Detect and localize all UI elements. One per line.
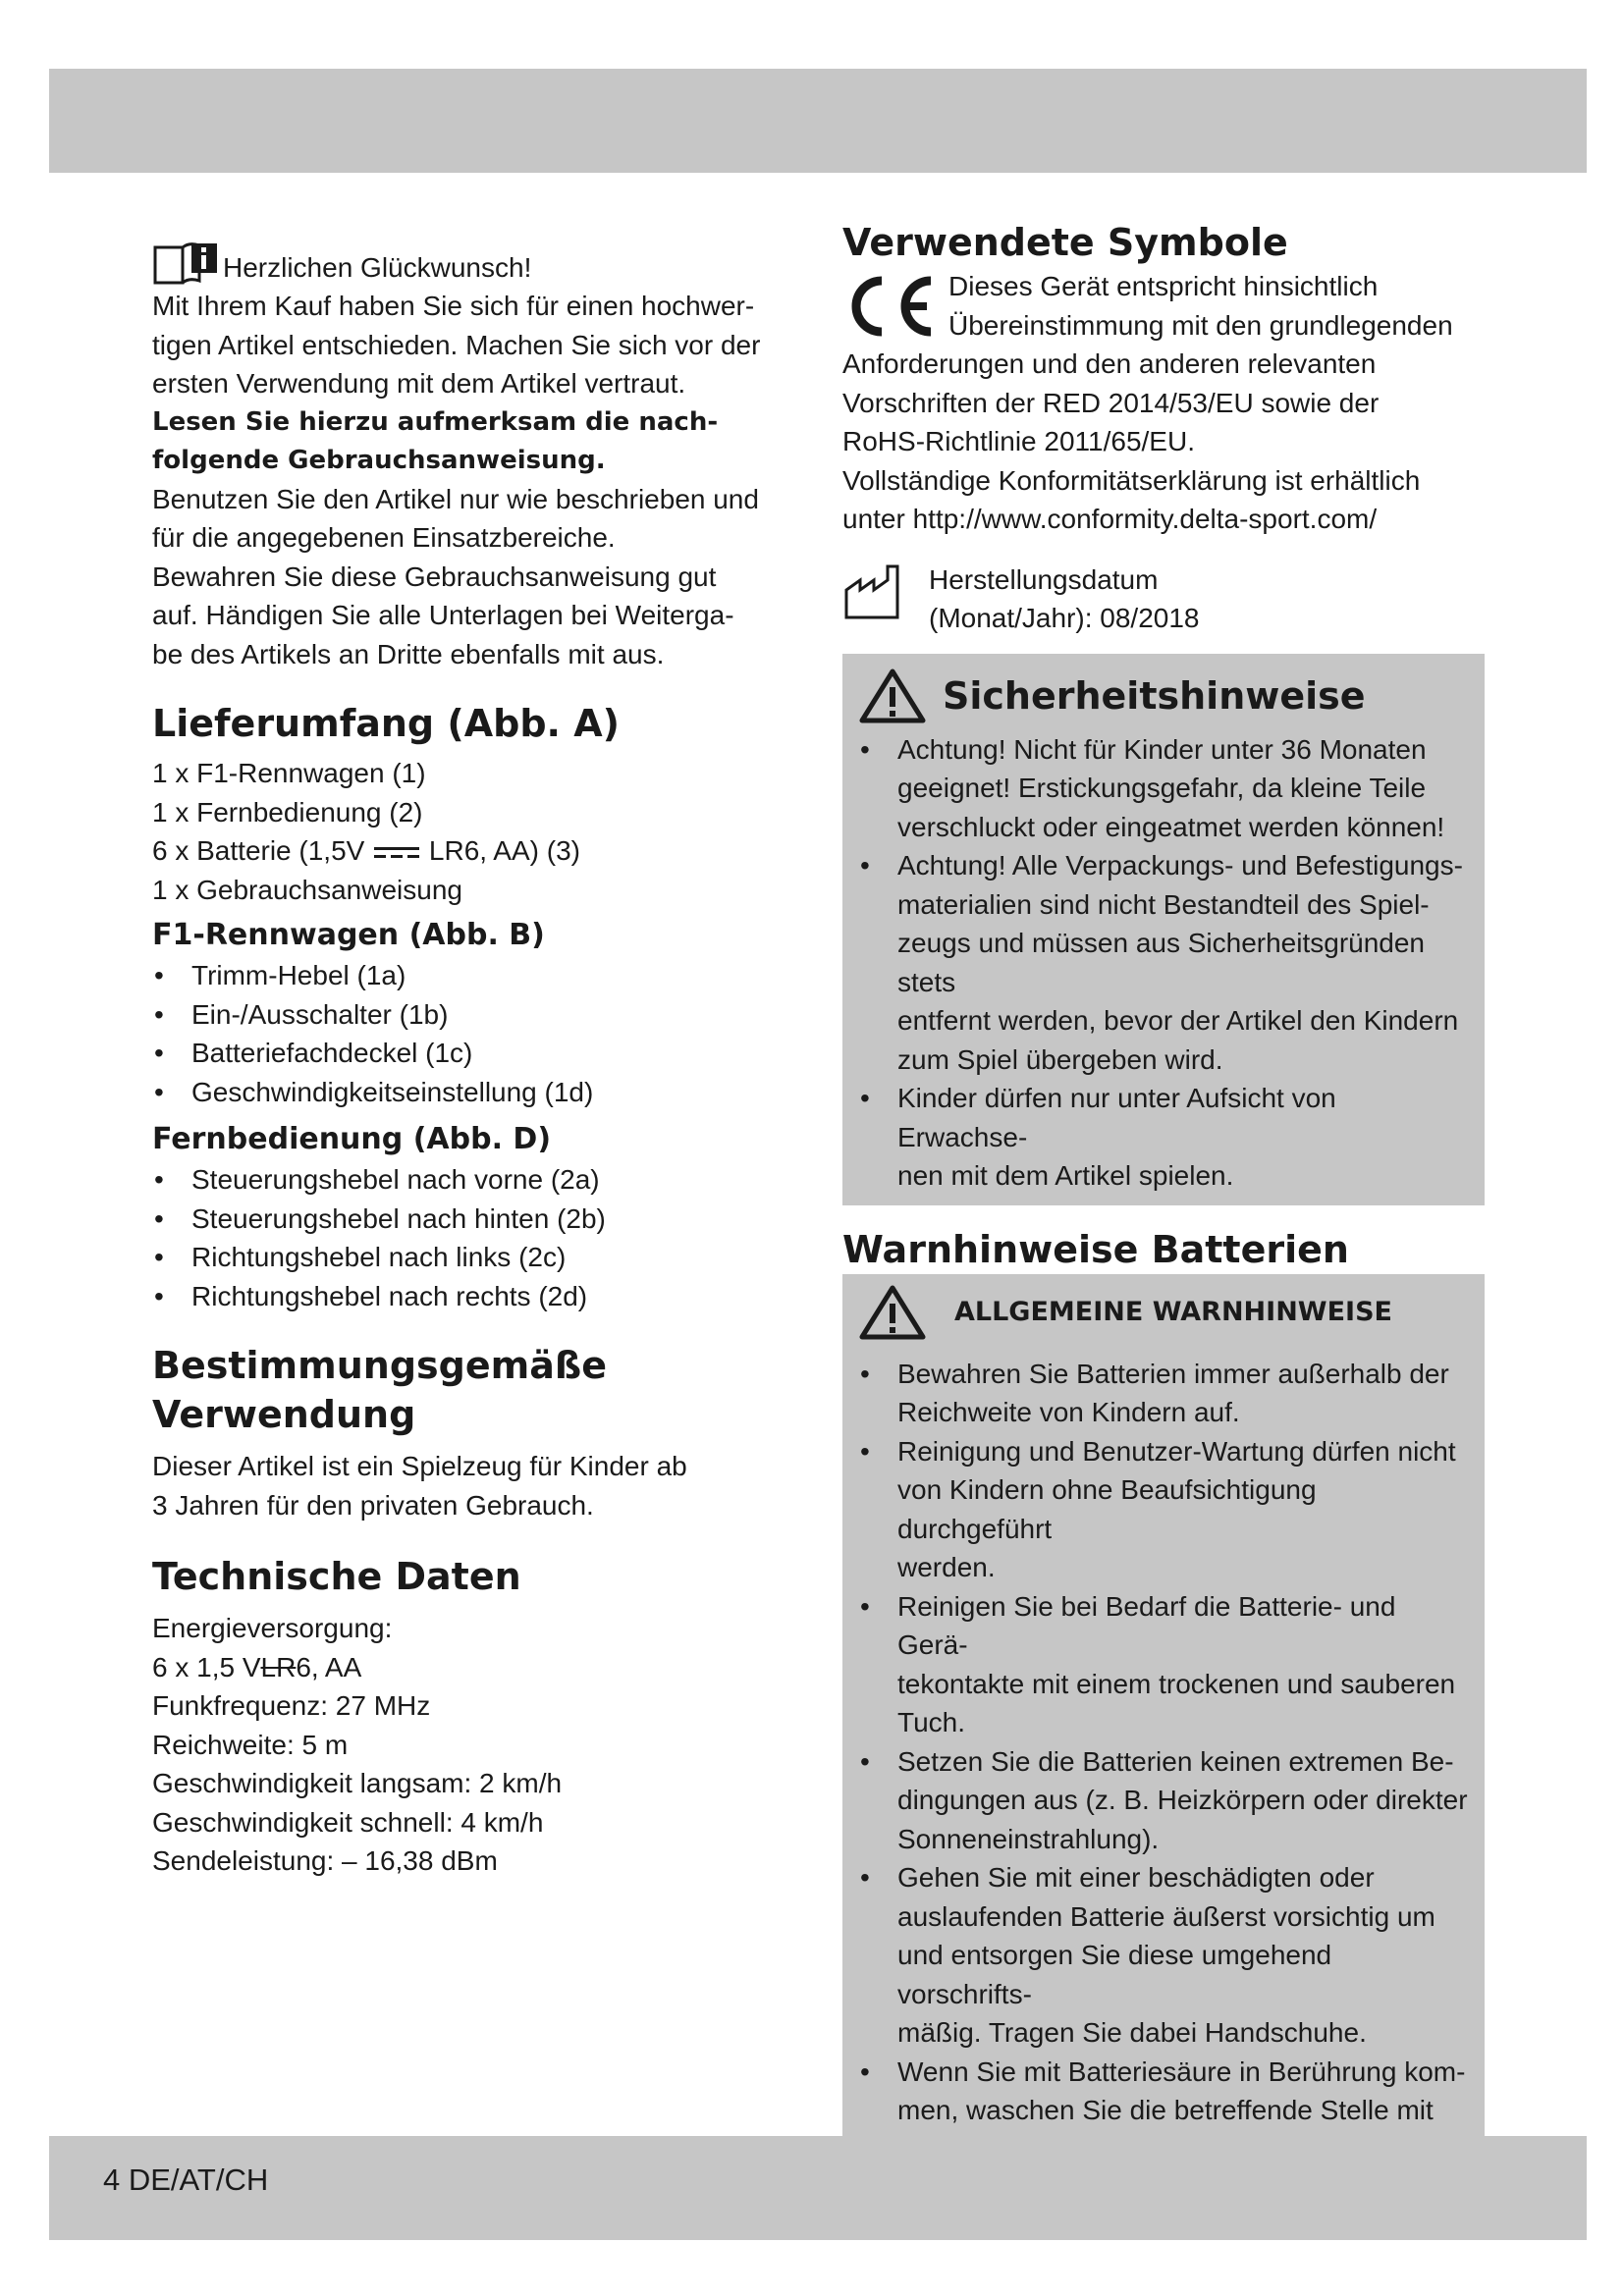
list-item: • Batteriefachdeckel (1c): [152, 1034, 800, 1073]
list-item-line: Reinigung und Benutzer-Wartung dürfen nicht: [897, 1435, 1456, 1467]
delivery-item: 1 x Gebrauchsanweisung: [152, 874, 462, 905]
intro-line: Bewahren Sie diese Gebrauchsanweisung gut: [152, 561, 717, 592]
list-item-line: und entsorgen Sie diese umgehend vorschrifts-: [897, 1940, 1332, 2009]
intro-line: für die angegebenen Einsatzbereiche.: [152, 522, 616, 553]
list-item-line: Achtung! Alle Verpackungs- und Befestigungs-: [897, 850, 1463, 881]
intro-line: be des Artikels an Dritte ebenfalls mit aus.: [152, 638, 665, 669]
intended-use-heading: [152, 1341, 800, 1439]
list-item-line: Bewahren Sie Batterien immer außerhalb der: [897, 1358, 1449, 1389]
tech-speed-slow: Geschwindigkeit langsam: 2 km/h: [152, 1768, 563, 1798]
delivery-item: [152, 831, 800, 871]
delivery-item: 1 x F1-Rennwagen (1): [152, 758, 426, 788]
list-item-line: entfernt werden, bevor der Artikel den Kindern: [897, 1005, 1459, 1036]
battery-subheading: ALLGEMEINE WARNHINWEISE: [954, 1297, 1392, 1327]
list-item: • Geschwindigkeitseinstellung (1d): [152, 1073, 800, 1112]
left-column: [152, 241, 800, 1881]
list-item-line: Tuch.: [897, 1707, 965, 1737]
warning-triangle-icon: [858, 667, 927, 724]
intro-line: Mit Ihrem Kauf haben Sie sich für einen hochwer-: [152, 291, 755, 321]
list-item: [858, 1742, 1473, 1859]
car-parts-list: [152, 956, 800, 1111]
list-item: [858, 1587, 1473, 1742]
right-column: [842, 218, 1485, 2178]
list-item-line: tekontakte mit einem trockenen und sauberen: [897, 1668, 1456, 1699]
list-item-line: Gehen Sie mit einer beschädigten oder: [897, 1862, 1375, 1893]
list-item: • Steuerungshebel nach vorne (2a): [152, 1160, 800, 1200]
ce-row: [842, 267, 1485, 345]
congrats-text: Herzlichen Glückwunsch!: [223, 251, 532, 283]
tech-range: Reichweite: 5 m: [152, 1729, 349, 1760]
list-item: [858, 730, 1473, 847]
conformity-line: RoHS-Richtlinie 2011/65/EU.: [842, 426, 1195, 456]
list-item: • Steuerungshebel nach hinten (2b): [152, 1200, 800, 1239]
dc-symbol-icon: [374, 845, 419, 861]
ce-text: [948, 267, 1453, 345]
list-item: • Richtungshebel nach links (2c): [152, 1238, 800, 1277]
conformity-line: Vollständige Konformitätserklärung ist erhältlich: [842, 464, 1421, 496]
intro-bold-line: folgende Gebrauchsanweisung.: [152, 445, 606, 475]
date-line: Herstellungsdatum: [929, 563, 1159, 595]
list-item: [858, 1432, 1473, 1587]
intro-bold-line: Lesen Sie hierzu aufmerksam die nach-: [152, 406, 719, 437]
list-item-line: nen mit dem Artikel spielen.: [897, 1160, 1234, 1191]
list-item-line: Setzen Sie die Batterien keinen extremen Be-: [897, 1745, 1454, 1777]
intended-use-heading-line: Bestimmungsgemäße: [152, 1344, 607, 1387]
list-item-line: Wenn Sie mit Batteriesäure in Berührung kom-: [897, 2056, 1466, 2087]
list-item-line: von Kindern ohne Beaufsichtigung durchgeführt: [897, 1474, 1317, 1544]
list-item: [858, 846, 1473, 1079]
conformity-line: Anforderungen und den anderen relevanten: [842, 348, 1377, 379]
list-item-line: geeignet! Erstickungsgefahr, da kleine Teile: [897, 773, 1427, 803]
date-line: (Monat/Jahr): 08/2018: [929, 603, 1200, 633]
battery-warnings-list: [858, 1355, 1473, 2169]
delivery-item: 1 x Fernbedienung (2): [152, 796, 423, 828]
symbols-heading: Verwendete Symbole: [842, 221, 1288, 264]
list-item-line: zeugs und müssen aus Sicherheitsgründen stets: [897, 928, 1426, 997]
intro-line: ersten Verwendung mit dem Artikel vertraut.: [152, 368, 686, 399]
battery-text-pre: 6 x Batterie (1,5V: [152, 835, 365, 866]
safety-heading: Sicherheitshinweise: [943, 673, 1366, 718]
intended-use-heading-line: Verwendung: [152, 1393, 416, 1436]
manufacture-date-row: [842, 561, 1485, 638]
list-item: • Ein-/Ausschalter (1b): [152, 995, 800, 1035]
intro-line: auf. Händigen Sie alle Unterlagen bei Weiterga-: [152, 600, 734, 630]
intro-line: tigen Artikel entschieden. Machen Sie sich vor der: [152, 329, 761, 360]
warning-triangle-icon: [858, 1284, 927, 1341]
safety-heading-row: [858, 667, 1473, 724]
page-number: 4 DE/AT/CH: [103, 2163, 269, 2197]
tech-energy-value: [152, 1648, 800, 1687]
list-item-line: Reinigen Sie bei Bedarf die Batterie- und Gerä-: [897, 1590, 1396, 1660]
list-item: • Richtungshebel nach rechts (2d): [152, 1277, 800, 1316]
tech-energy-struck: LR: [260, 1651, 297, 1682]
battery-warnings-heading: Warnhinweise Batterien: [842, 1227, 1349, 1271]
list-item: [858, 1355, 1473, 1432]
battery-warnings-box: [842, 1274, 1485, 2179]
list-item-line: Reichweite von Kindern auf.: [897, 1397, 1240, 1427]
list-item-line: dingungen aus (z. B. Heizkörpern oder direkter: [897, 1785, 1468, 1815]
delivery-list: [152, 754, 800, 909]
list-item: • Trimm-Hebel (1a): [152, 956, 800, 995]
ce-line: Dieses Gerät entspricht hinsichtlich: [948, 271, 1379, 301]
tech-heading: Technische Daten: [152, 1555, 521, 1598]
intended-use-line: 3 Jahren für den privaten Gebrauch.: [152, 1489, 594, 1521]
ce-line: Übereinstimmung mit den grundlegenden: [948, 309, 1453, 341]
battery-text-post: LR6, AA) (3): [428, 835, 580, 866]
tech-list: [152, 1609, 800, 1881]
tech-energy-post: 6, AA: [296, 1651, 362, 1682]
list-item-line: Achtung! Nicht für Kinder unter 36 Monaten: [897, 733, 1427, 765]
tech-power: Sendeleistung: – 16,38 dBm: [152, 1845, 498, 1876]
list-item-line: Kinder dürfen nur unter Aufsicht von Erwachse-: [897, 1083, 1336, 1152]
safety-box: [842, 654, 1485, 1205]
header-bar: [49, 69, 1587, 173]
remote-parts-list: [152, 1160, 800, 1315]
congrats-row: [152, 241, 800, 287]
list-item-line: zum Spiel übergeben wird.: [897, 1043, 1223, 1075]
conformity-line: unter http://www.conformity.delta-sport.com/: [842, 504, 1378, 534]
intro-line: Benutzen Sie den Artikel nur wie beschrieben und: [152, 483, 759, 514]
safety-list: [858, 730, 1473, 1196]
footer-bar: [49, 2136, 1587, 2240]
list-item-line: Sonneneinstrahlung).: [897, 1823, 1160, 1854]
list-item-line: auslaufenden Batterie äußerst vorsichtig um: [897, 1900, 1435, 1932]
ce-mark-icon: [842, 273, 939, 340]
tech-energy-label: Energieversorgung:: [152, 1613, 393, 1643]
delivery-heading: Lieferumfang (Abb. A): [152, 702, 620, 745]
list-item: [858, 1858, 1473, 2053]
tech-energy-pre: 6 x 1,5 V: [152, 1651, 261, 1682]
intended-use-line: Dieser Artikel ist ein Spielzeug für Kinder ab: [152, 1451, 687, 1481]
list-item: [858, 1079, 1473, 1196]
list-item-line: mäßig. Tragen Sie dabei Handschuhe.: [897, 2017, 1367, 2048]
list-item-line: werden.: [897, 1552, 996, 1582]
list-item-line: verschluckt oder eingeatmet werden können!: [897, 811, 1445, 842]
tech-speed-fast: Geschwindigkeit schnell: 4 km/h: [152, 1806, 544, 1838]
factory-icon: [842, 561, 923, 621]
battery-subheading-row: [858, 1284, 1473, 1341]
car-heading: F1-Rennwagen (Abb. B): [152, 918, 545, 952]
list-item-line: materialien sind nicht Bestandteil des Spiel-: [897, 888, 1430, 920]
conformity-line: Vorschriften der RED 2014/53/EU sowie der: [842, 387, 1380, 418]
manufacture-date-text: [929, 561, 1200, 638]
read-manual-icon: [152, 241, 219, 287]
tech-frequency: Funkfrequenz: 27 MHz: [152, 1690, 431, 1721]
remote-heading: Fernbedienung (Abb. D): [152, 1122, 552, 1156]
list-item-line: men, waschen Sie die betreffende Stelle mit: [897, 2095, 1434, 2125]
